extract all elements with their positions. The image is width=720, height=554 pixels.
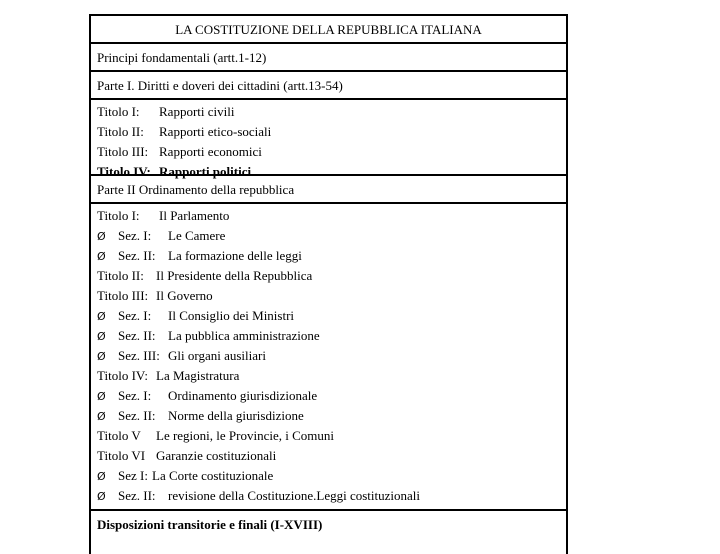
list-item [97, 426, 560, 446]
arrow-bullet-icon: Ø [97, 410, 106, 423]
arrow-bullet-icon: Ø [97, 390, 106, 403]
list-item [97, 102, 560, 122]
item-label: Titolo VI [97, 448, 146, 463]
item-label: Sez I: [118, 468, 148, 483]
item-text: Le regioni, le Provincie, i Comuni [156, 428, 334, 443]
item-label: Titolo I: [97, 104, 140, 119]
arrow-bullet-icon: Ø [97, 350, 106, 363]
item-text: La Corte costituzionale [152, 468, 274, 483]
item-label: Sez. III: [118, 348, 160, 363]
parte-1-list [91, 100, 566, 179]
list-item [97, 246, 560, 266]
list-item [97, 142, 560, 162]
arrow-bullet-icon: Ø [97, 490, 106, 503]
item-label: Sez. II: [118, 408, 156, 423]
arrow-bullet-icon: Ø [97, 330, 106, 343]
list-item [97, 446, 560, 466]
item-label: Titolo V [97, 428, 141, 443]
item-label: Titolo II: [97, 268, 144, 283]
list-item [97, 122, 560, 142]
item-label: Sez. I: [118, 388, 152, 403]
table-title: LA COSTITUZIONE DELLA REPUBBLICA ITALIANA [91, 16, 566, 44]
principi-fondamentali-row: Principi fondamentali (artt.1-12) [91, 44, 566, 72]
list-item [97, 306, 560, 326]
item-label: Titolo III: [97, 144, 149, 159]
item-text: Rapporti civili [159, 104, 235, 119]
arrow-bullet-icon: Ø [97, 250, 106, 263]
item-text: Il Parlamento [159, 208, 230, 223]
list-item [97, 386, 560, 406]
parte-2-list [91, 204, 566, 511]
item-text: Norme della giurisdizione [168, 408, 304, 423]
item-text: Rapporti economici [159, 144, 262, 159]
item-text: Rapporti etico-sociali [159, 124, 272, 139]
list-item [97, 366, 560, 386]
item-text: revisione della Costituzione.Leggi costituzionali [168, 488, 420, 503]
item-label: Sez. II: [118, 328, 156, 343]
item-text: Il Consiglio dei Ministri [168, 308, 295, 323]
list-item [97, 346, 560, 366]
list-item [97, 226, 560, 246]
parte-1-header: Parte I. Diritti e doveri dei cittadini (artt.13-54) [91, 72, 566, 100]
list-item [97, 286, 560, 306]
item-text: Il Presidente della Repubblica [156, 268, 313, 283]
arrow-bullet-icon: Ø [97, 230, 106, 243]
item-label: Titolo IV: [97, 368, 148, 383]
item-label: Titolo II: [97, 124, 144, 139]
parte-2-header: Parte II Ordinamento della repubblica [91, 176, 566, 204]
item-text: Ordinamento giurisdizionale [168, 388, 318, 403]
arrow-bullet-icon: Ø [97, 310, 106, 323]
item-label: Sez. I: [118, 228, 152, 243]
constitution-table [89, 14, 568, 554]
list-item [97, 206, 560, 226]
item-text: Le Camere [168, 228, 226, 243]
item-label: Sez. II: [118, 248, 156, 263]
arrow-bullet-icon: Ø [97, 470, 106, 483]
list-item [97, 266, 560, 286]
item-text: Rapporti politici [159, 164, 252, 179]
item-label: Titolo I: [97, 208, 140, 223]
item-text: Il Governo [156, 288, 213, 303]
list-item [97, 486, 560, 506]
item-label: Sez. II: [118, 488, 156, 503]
item-label: Titolo III: [97, 288, 149, 303]
disposizioni-finali-row: Disposizioni transitorie e finali (I-XVIII) [97, 517, 323, 532]
list-item [97, 326, 560, 346]
item-text: La pubblica amministrazione [168, 328, 320, 343]
item-text: La formazione delle leggi [168, 248, 302, 263]
item-text: Garanzie costituzionali [156, 448, 277, 463]
list-item [97, 466, 560, 486]
item-label: Sez. I: [118, 308, 152, 323]
item-text: Gli organi ausiliari [168, 348, 266, 363]
item-label: Titolo IV: [97, 164, 151, 179]
item-text: La Magistratura [156, 368, 240, 383]
list-item [97, 406, 560, 426]
